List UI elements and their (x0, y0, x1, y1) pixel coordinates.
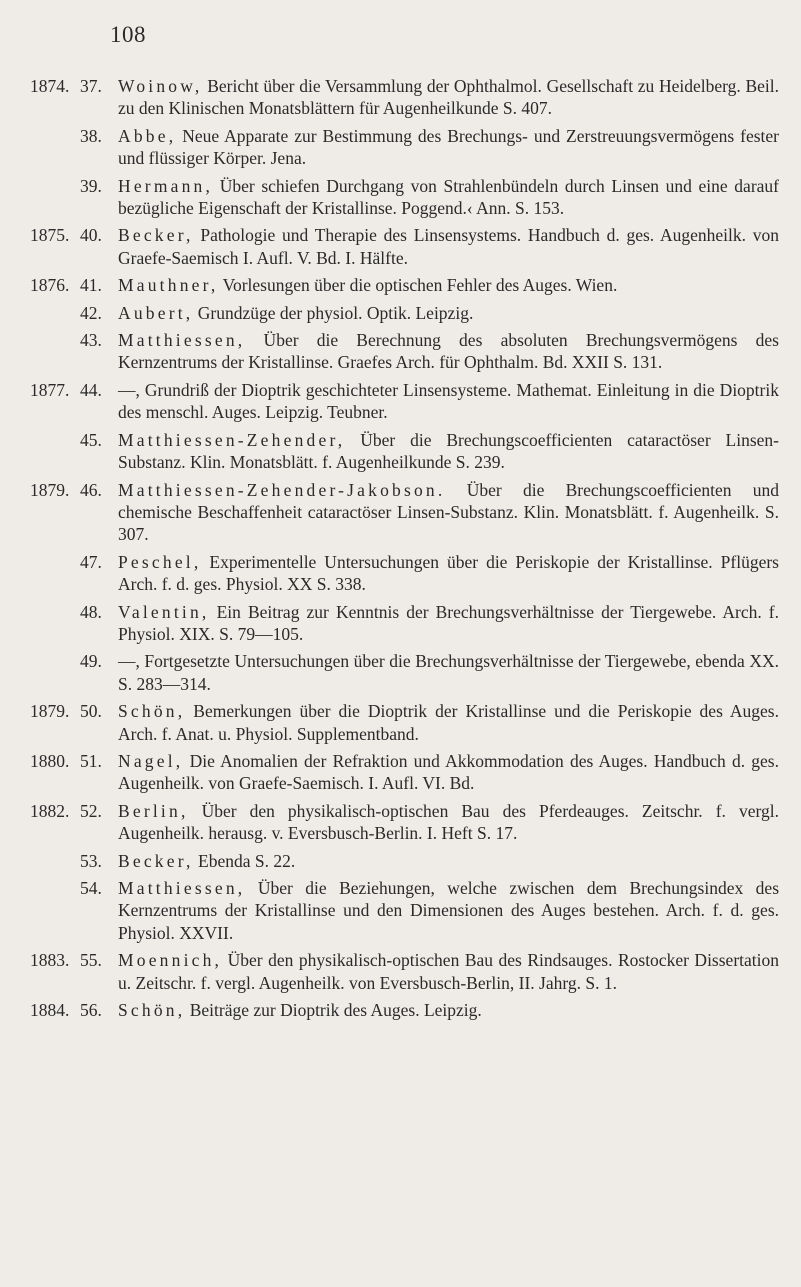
entry-description: Über den physikalisch-optischen Bau des Rindsauges. Rostocker Dissertation u. Zeitschr. f. vergl. Augenheilk. von Eversbusch-Berlin, II. Jahrg. S. 1. (118, 950, 779, 993)
entry-text (118, 650, 779, 695)
bibliography-entry (0, 850, 801, 872)
entry-number: 46. (80, 479, 102, 500)
entry-text (118, 479, 779, 546)
bibliography-entry (0, 125, 801, 170)
entry-number: 52. (80, 800, 102, 821)
entry-author: Matthiessen-Zehender-Jakobson. (118, 479, 446, 500)
entry-number: 49. (80, 651, 102, 672)
entry-year: 1880. (30, 750, 70, 771)
entry-number: 42. (80, 302, 102, 323)
bibliography-entry (0, 224, 801, 269)
bibliography-entry (0, 700, 801, 745)
entry-description: Über die Beziehungen, welche zwischen dem Brechungsindex des Kernzentrums der Kristallinse und den Dimensionen des Auges bestehen. Arch. f. d. ges. Physiol. XXVII. (118, 878, 779, 943)
entry-author: Matthiessen, (118, 878, 246, 898)
entry-text (118, 877, 779, 944)
entry-year: 1884. (30, 1000, 70, 1021)
entry-author: Hermann, (118, 175, 214, 196)
entry-description: Neue Apparate zur Bestimmung des Brechungs- und Zerstreuungsvermögens fester und flüssiger Körper. Jena. (118, 125, 779, 169)
entry-author: Schön, (118, 1000, 186, 1021)
entry-year: 1879. (30, 701, 70, 722)
entry-description: Beiträge zur Dioptrik des Auges. Leipzig. (185, 1000, 482, 1021)
entry-author: Valentin, (118, 601, 210, 622)
entry-author: Matthiessen-Zehender, (118, 429, 346, 450)
entry-description: Bericht über die Versammlung der Ophthalmol. Gesellschaft zu Heidelberg. Beil. zu den Klinischen Monatsblättern für Augenheilkunde S. 407. (118, 76, 779, 119)
bibliography-entry (0, 175, 801, 220)
entry-text (118, 125, 779, 170)
bibliography-entry (0, 999, 801, 1021)
bibliography-entry (0, 750, 801, 795)
entry-description: Über die Berechnung des absoluten Brechungsvermögens des Kernzentrums der Kristallinse. Graefes Arch. für Ophthalm. Bd. XXII S. 131. (118, 330, 779, 373)
entry-number: 45. (80, 429, 102, 450)
entry-number: 56. (80, 1000, 102, 1021)
entry-author: Woinow, (118, 76, 203, 96)
bibliography-entry (0, 877, 801, 944)
entry-text (118, 949, 779, 994)
entry-text (118, 274, 779, 296)
entry-author: Nagel, (118, 750, 184, 771)
entry-year: 1876. (30, 275, 70, 296)
entry-author: Mauthner, (118, 275, 219, 296)
bibliography-entry (0, 302, 801, 324)
bibliography-entry (0, 650, 801, 695)
entry-description: Über den physikalisch-optischen Bau des Pferdeauges. Zeitschr. f. vergl. Augenheilk. herausg. v. Eversbusch-Berlin. I. Heft S. 17. (118, 800, 779, 844)
entry-author: Becker, (118, 850, 194, 871)
entry-description: Ebenda S. 22. (193, 850, 296, 871)
entry-text (118, 700, 779, 745)
entry-author: Becker, (118, 225, 194, 246)
entry-text (118, 302, 779, 324)
entry-year: 1877. (30, 379, 70, 400)
entry-description: Grundzüge der physiol. Optik. Leipzig. (193, 302, 474, 323)
entry-number: 47. (80, 551, 102, 572)
entry-description: Pathologie und Therapie des Linsensystems. Handbuch d. ges. Augenheilk. von Graefe-Saemisch I. Aufl. V. Bd. I. Hälfte. (118, 225, 779, 268)
entry-author: Moennich, (118, 950, 223, 971)
entry-year: 1883. (30, 950, 70, 971)
entry-number: 44. (80, 379, 102, 400)
entry-number: 38. (80, 125, 102, 146)
bibliography-entry (0, 949, 801, 994)
entry-number: 50. (80, 701, 102, 722)
entry-author: Aubert, (118, 302, 194, 323)
bibliography-entry (0, 800, 801, 845)
entry-year: 1882. (30, 800, 70, 821)
bibliography-entry (0, 479, 801, 546)
entry-description: Über schiefen Durchgang von Strahlenbündeln durch Linsen und eine darauf bezügliche Eigenschaft der Kristallinse. Poggend.‹ Ann. S. 153. (118, 175, 779, 219)
entry-number: 39. (80, 175, 102, 196)
entry-description: —, Fortgesetzte Untersuchungen über die Brechungsverhältnisse der Tiergewebe, ebenda XX. S. 283—314. (118, 651, 779, 694)
bibliography-entry (0, 429, 801, 474)
bibliography-entry (0, 601, 801, 646)
bibliography-entry (0, 379, 801, 424)
entry-text (118, 999, 779, 1021)
entry-description: Experimentelle Untersuchungen über die Periskopie der Kristallinse. Pflügers Arch. f. d. ges. Physiol. XX S. 338. (118, 551, 779, 595)
entry-text (118, 224, 779, 269)
entry-year: 1879. (30, 479, 70, 500)
entry-number: 55. (80, 950, 102, 971)
bibliography-list (0, 75, 801, 1026)
entry-year: 1875. (30, 225, 70, 246)
bibliography-entry (0, 551, 801, 596)
bibliography-entry (0, 329, 801, 374)
entry-text (118, 379, 779, 424)
bibliography-entry (0, 75, 801, 120)
entry-author: Schön, (118, 701, 186, 722)
entry-description: Die Anomalien der Refraktion und Akkommodation des Auges. Handbuch d. ges. Augenheilk. von Graefe-Saemisch. I. Aufl. VI. Bd. (118, 750, 779, 794)
entry-number: 43. (80, 330, 102, 351)
entry-description: Bemerkungen über die Dioptrik der Kristallinse und die Periskopie des Auges. Arch. f. Anat. u. Physiol. Supplementband. (118, 701, 779, 744)
page-number: 108 (110, 22, 146, 47)
entry-text (118, 175, 779, 220)
entry-year: 1874. (30, 76, 70, 96)
entry-description: Über die Brechungscoefficienten cataractöser Linsen-Substanz. Klin. Monatsblätt. f. Augenheilkunde S. 239. (118, 429, 779, 473)
entry-author: Abbe, (118, 125, 177, 146)
entry-number: 51. (80, 750, 102, 771)
entry-author: Matthiessen, (118, 330, 246, 351)
entry-description: —, Grundriß der Dioptrik geschichteter Linsensysteme. Mathemat. Einleitung in die Dioptrik des menschl. Auges. Leipzig. Teubner. (118, 379, 779, 423)
entry-author: Berlin, (118, 800, 189, 821)
entry-text (118, 601, 779, 646)
entry-author: Peschel, (118, 551, 202, 572)
entry-text (118, 800, 779, 845)
entry-description: Ein Beitrag zur Kenntnis der Brechungsverhältnisse der Tiergewebe. Arch. f. Physiol. XIX. S. 79—105. (118, 601, 779, 644)
entry-number: 37. (80, 76, 102, 96)
entry-text (118, 329, 779, 374)
entry-number: 48. (80, 601, 102, 622)
entry-number: 40. (80, 225, 102, 246)
bibliography-entry (0, 274, 801, 296)
entry-description: Über die Brechungscoefficienten und chemische Beschaffenheit cataractöser Linsen-Substanz. Klin. Monatsblätt. f. Augenheilk. S. 307. (118, 479, 779, 545)
entry-number: 41. (80, 275, 102, 296)
entry-text (118, 429, 779, 474)
entry-number: 53. (80, 850, 102, 871)
entry-description: Vorlesungen über die optischen Fehler des Auges. Wien. (218, 275, 618, 296)
entry-text (118, 750, 779, 795)
entry-text (118, 75, 779, 120)
entry-text (118, 850, 779, 872)
entry-text (118, 551, 779, 596)
entry-number: 54. (80, 878, 102, 898)
